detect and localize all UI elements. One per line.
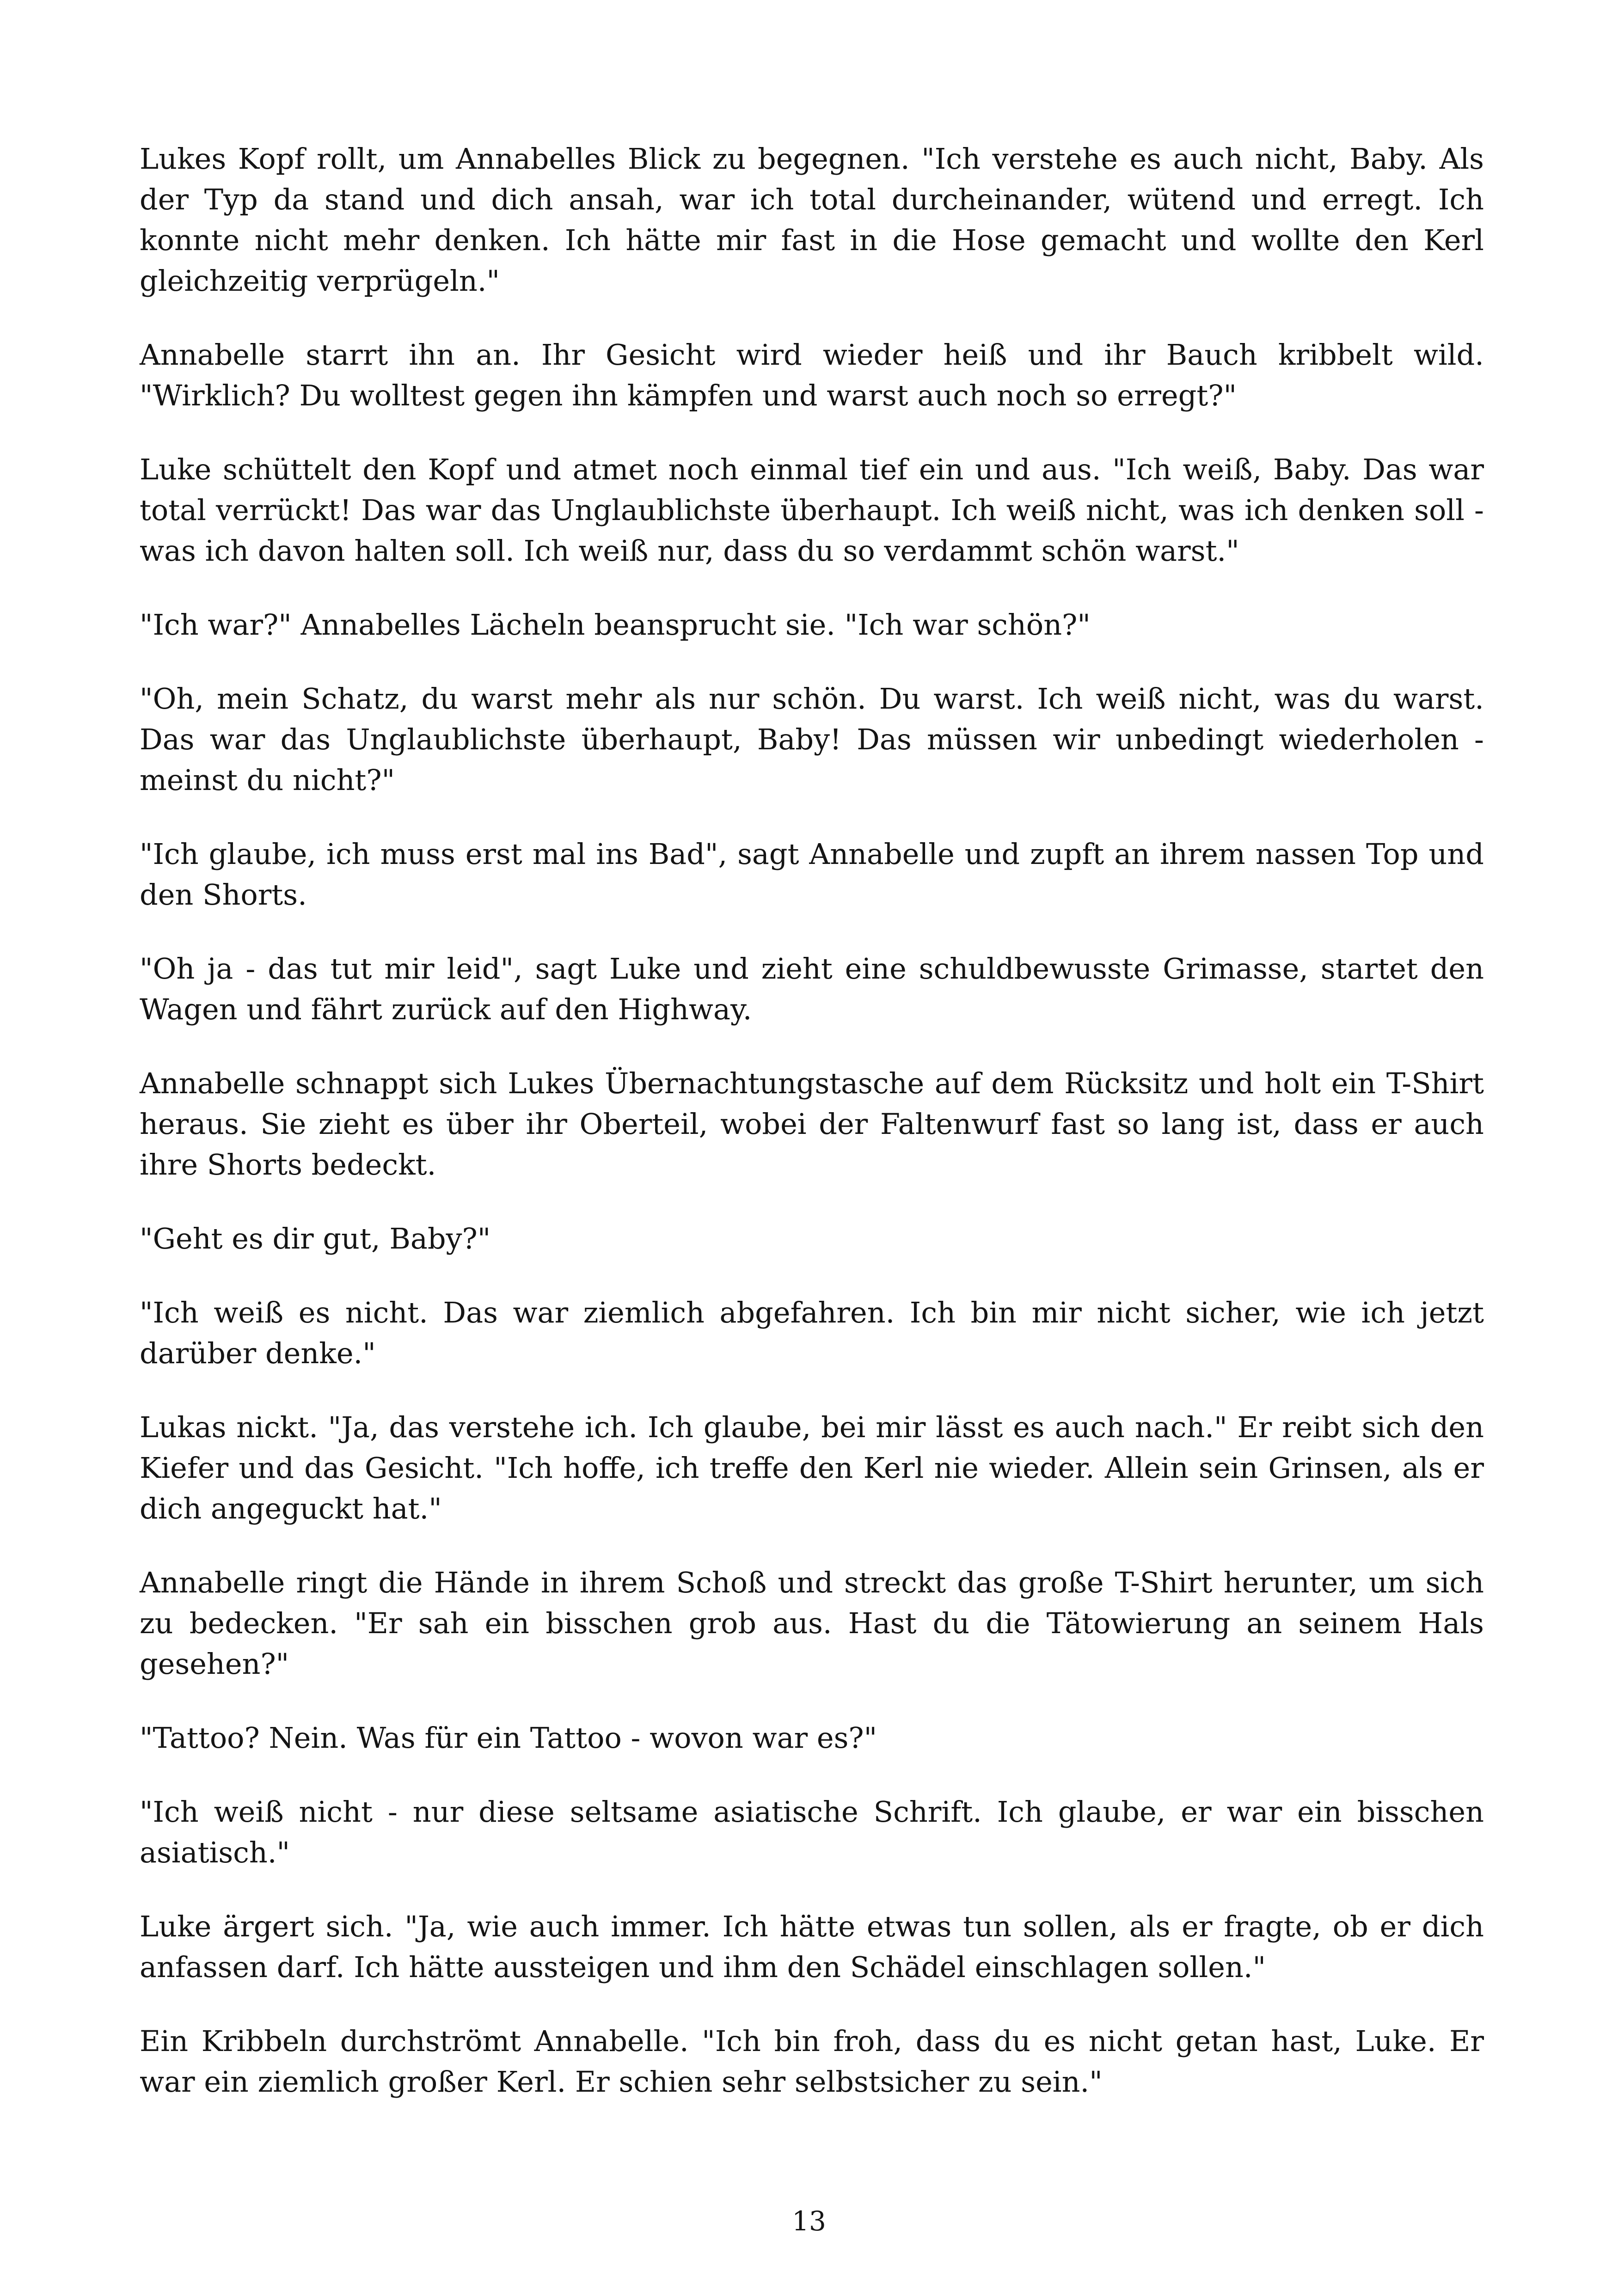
paragraph: "Oh, mein Schatz, du warst mehr als nur schön. Du warst. Ich weiß nicht, was du warst. Das war das Unglaublichste überhaupt, Baby! Das müssen wir unbedingt wiederholen - meinst du nicht?" [140, 682, 1484, 797]
paragraph: Lukas nickt. "Ja, das verstehe ich. Ich glaube, bei mir lässt es auch nach." Er reibt sich den Kiefer und das Gesicht. "Ich hoffe, ich treffe den Kerl nie wieder. Allein sein Grinsen, als er dich angeguckt hat." [140, 1410, 1484, 1525]
paragraph: Luke ärgert sich. "Ja, wie auch immer. Ich hätte etwas tun sollen, als er fragte, ob er dich anfassen darf. Ich hätte aussteigen und ihm den Schädel einschlagen sollen." [140, 1910, 1484, 1984]
paragraph: Luke schüttelt den Kopf und atmet noch einmal tief ein und aus. "Ich weiß, Baby. Das war total verrückt! Das war das Unglaublichste überhaupt. Ich weiß nicht, was ich denken soll - was ich davon halten soll. Ich weiß nur, dass du so verdammt schön warst." [140, 453, 1484, 568]
paragraph: "Ich war?" Annabelles Lächeln beansprucht sie. "Ich war schön?" [140, 608, 1091, 642]
paragraph: "Ich weiß nicht - nur diese seltsame asiatische Schrift. Ich glaube, er war ein bisschen asiatisch." [140, 1795, 1484, 1869]
paragraph: Annabelle ringt die Hände in ihrem Schoß und streckt das große T-Shirt herunter, um sich zu bedecken. "Er sah ein bisschen grob aus. Hast du die Tätowierung an seinem Hals gesehen?" [140, 1566, 1484, 1681]
paragraph: "Ich weiß es nicht. Das war ziemlich abgefahren. Ich bin mir nicht sicher, wie ich jetzt darüber denke." [140, 1296, 1484, 1370]
paragraph: Ein Kribbeln durchströmt Annabelle. "Ich bin froh, dass du es nicht getan hast, Luke. Er war ein ziemlich großer Kerl. Er schien sehr selbstsicher zu sein." [140, 2024, 1484, 2099]
body-text [140, 139, 1484, 2136]
page-number: 13 [792, 2205, 826, 2237]
paragraph: "Ich glaube, ich muss erst mal ins Bad", sagt Annabelle und zupft an ihrem nassen Top und den Shorts. [140, 837, 1484, 912]
paragraph: Annabelle schnappt sich Lukes Übernachtungstasche auf dem Rücksitz und holt ein T-Shirt heraus. Sie zieht es über ihr Oberteil, wobei der Faltenwurf fast so lang ist, dass er auch ihre Shorts bedeckt. [140, 1066, 1484, 1182]
paragraph: Annabelle starrt ihn an. Ihr Gesicht wird wieder heiß und ihr Bauch kribbelt wild. "Wirklich? Du wolltest gegen ihn kämpfen und warst auch noch so erregt?" [140, 338, 1484, 412]
paragraph: "Tattoo? Nein. Was für ein Tattoo - wovon war es?" [140, 1721, 877, 1755]
paragraph: "Geht es dir gut, Baby?" [140, 1222, 491, 1255]
paragraph: "Oh ja - das tut mir leid", sagt Luke und zieht eine schuldbewusste Grimasse, startet den Wagen und fährt zurück auf den Highway. [140, 952, 1484, 1026]
paragraph: Lukes Kopf rollt, um Annabelles Blick zu begegnen. "Ich verstehe es auch nicht, Baby. Als der Typ da stand und dich ansah, war ich total durcheinander, wütend und erregt. Ich konnte nicht mehr denken. Ich hätte mir fast in die Hose gemacht und wollte den Kerl gleichzeitig verprügeln." [140, 142, 1484, 298]
